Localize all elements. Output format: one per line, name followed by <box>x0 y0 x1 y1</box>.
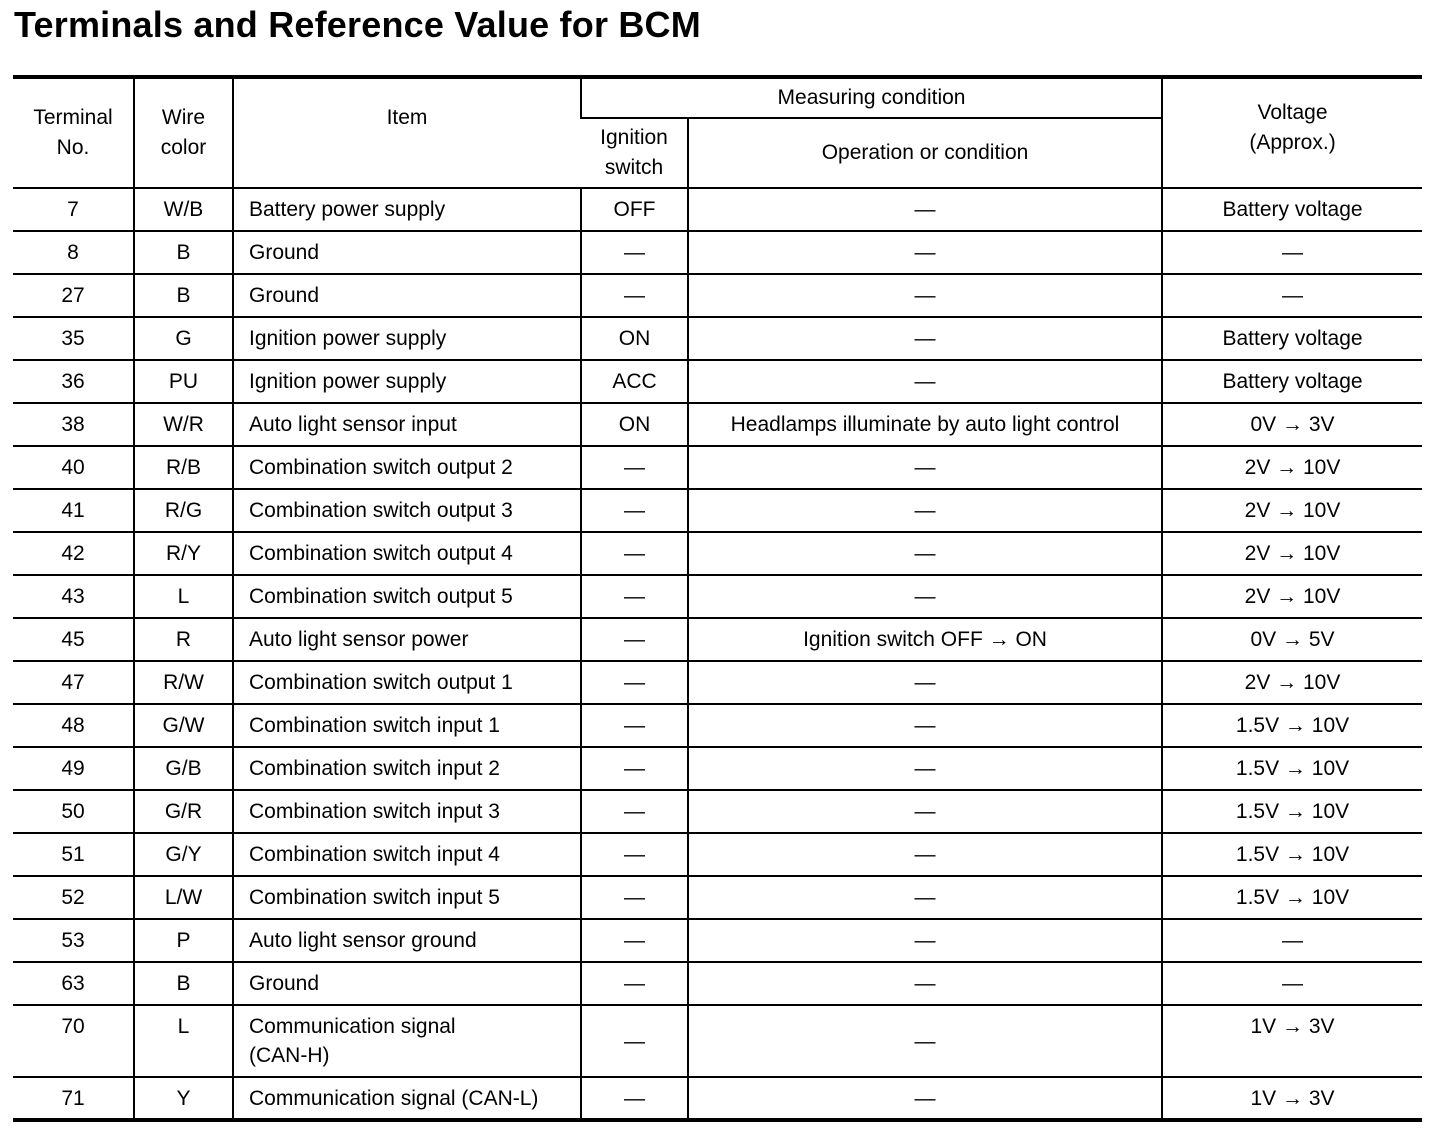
operation-condition-cell: — <box>688 1077 1162 1120</box>
voltage-cell: 2V → 10V <box>1162 489 1422 532</box>
table-row <box>13 489 1422 532</box>
terminal-no-cell: 51 <box>13 833 134 876</box>
voltage-cell: 1V → 3V <box>1162 1077 1422 1120</box>
ignition-switch-cell: — <box>581 661 688 704</box>
operation-condition-cell: — <box>688 360 1162 403</box>
table-row <box>13 962 1422 1005</box>
terminal-no-cell: 63 <box>13 962 134 1005</box>
operation-condition-cell: — <box>688 919 1162 962</box>
item-cell: Communication signal (CAN-L) <box>233 1077 581 1120</box>
operation-condition-cell: — <box>688 446 1162 489</box>
operation-condition-cell: — <box>688 661 1162 704</box>
wire-color-cell: R <box>134 618 233 661</box>
voltage-cell: 2V → 10V <box>1162 446 1422 489</box>
item-cell: Ignition power supply <box>233 360 581 403</box>
terminal-no-cell: 35 <box>13 317 134 360</box>
table-row <box>13 575 1422 618</box>
terminal-no-cell: 43 <box>13 575 134 618</box>
voltage-cell: 1V → 3V <box>1162 1005 1422 1077</box>
terminal-no-cell: 27 <box>13 274 134 317</box>
voltage-cell: 1.5V → 10V <box>1162 790 1422 833</box>
terminal-no-cell: 42 <box>13 532 134 575</box>
table-row <box>13 661 1422 704</box>
ignition-switch-cell: — <box>581 231 688 274</box>
terminal-no-cell: 45 <box>13 618 134 661</box>
terminal-no-cell: 36 <box>13 360 134 403</box>
header-ignition-switch: Ignition switch <box>581 118 688 188</box>
voltage-cell: 2V → 10V <box>1162 575 1422 618</box>
operation-condition-cell: — <box>688 962 1162 1005</box>
operation-condition-cell: — <box>688 489 1162 532</box>
item-cell: Communication signal (CAN-H) <box>233 1005 581 1077</box>
operation-condition-cell: — <box>688 231 1162 274</box>
page-title: Terminals and Reference Value for BCM <box>14 4 701 45</box>
table-row <box>13 274 1422 317</box>
table-row <box>13 446 1422 489</box>
header-voltage: Voltage (Approx.) <box>1162 77 1422 188</box>
wire-color-cell: L <box>134 575 233 618</box>
voltage-cell: — <box>1162 231 1422 274</box>
ignition-switch-cell: — <box>581 1005 688 1077</box>
header-operation-condition: Operation or condition <box>688 118 1162 188</box>
wire-color-cell: L <box>134 1005 233 1077</box>
wire-color-cell: R/B <box>134 446 233 489</box>
terminal-no-cell: 48 <box>13 704 134 747</box>
voltage-cell: Battery voltage <box>1162 188 1422 231</box>
wire-color-cell: B <box>134 231 233 274</box>
ignition-switch-cell: OFF <box>581 188 688 231</box>
ignition-switch-cell: — <box>581 833 688 876</box>
wire-color-cell: G/W <box>134 704 233 747</box>
item-cell: Combination switch input 5 <box>233 876 581 919</box>
terminal-no-cell: 71 <box>13 1077 134 1120</box>
voltage-cell: 1.5V → 10V <box>1162 747 1422 790</box>
wire-color-cell: B <box>134 962 233 1005</box>
wire-color-cell: G/B <box>134 747 233 790</box>
item-cell: Auto light sensor input <box>233 403 581 446</box>
voltage-cell: 0V → 3V <box>1162 403 1422 446</box>
wire-color-cell: R/Y <box>134 532 233 575</box>
table-row <box>13 704 1422 747</box>
ignition-switch-cell: — <box>581 790 688 833</box>
terminal-no-cell: 49 <box>13 747 134 790</box>
table-row <box>13 919 1422 962</box>
ignition-switch-cell: — <box>581 618 688 661</box>
terminal-no-cell: 70 <box>13 1005 134 1077</box>
table-row <box>13 790 1422 833</box>
operation-condition-cell: Headlamps illuminate by auto light control <box>688 403 1162 446</box>
voltage-cell: 1.5V → 10V <box>1162 876 1422 919</box>
operation-condition-cell: Ignition switch OFF → ON <box>688 618 1162 661</box>
wire-color-cell: R/W <box>134 661 233 704</box>
item-cell: Combination switch output 3 <box>233 489 581 532</box>
wire-color-cell: L/W <box>134 876 233 919</box>
wire-color-cell: B <box>134 274 233 317</box>
header-item: Item <box>233 77 581 188</box>
item-cell: Ground <box>233 231 581 274</box>
item-cell: Combination switch output 2 <box>233 446 581 489</box>
wire-color-cell: G/Y <box>134 833 233 876</box>
terminal-no-cell: 41 <box>13 489 134 532</box>
header-terminal-no: Terminal No. <box>33 106 113 159</box>
table-row <box>13 618 1422 661</box>
wire-color-cell: G/R <box>134 790 233 833</box>
operation-condition-cell: — <box>688 790 1162 833</box>
voltage-cell: 2V → 10V <box>1162 661 1422 704</box>
item-cell: Combination switch input 2 <box>233 747 581 790</box>
terminal-no-cell: 47 <box>13 661 134 704</box>
voltage-cell: Battery voltage <box>1162 360 1422 403</box>
wire-color-cell: R/G <box>134 489 233 532</box>
terminal-no-cell: 50 <box>13 790 134 833</box>
wire-color-cell: W/R <box>134 403 233 446</box>
terminal-no-cell: 53 <box>13 919 134 962</box>
terminal-no-cell: 38 <box>13 403 134 446</box>
voltage-cell: 0V → 5V <box>1162 618 1422 661</box>
operation-condition-cell: — <box>688 833 1162 876</box>
wire-color-cell: P <box>134 919 233 962</box>
item-cell: Combination switch output 5 <box>233 575 581 618</box>
table-row <box>13 317 1422 360</box>
ignition-switch-cell: — <box>581 962 688 1005</box>
terminal-no-cell: 7 <box>13 188 134 231</box>
voltage-cell: — <box>1162 919 1422 962</box>
ignition-switch-cell: — <box>581 489 688 532</box>
table-row <box>13 876 1422 919</box>
voltage-cell: Battery voltage <box>1162 317 1422 360</box>
item-cell: Auto light sensor power <box>233 618 581 661</box>
bcm-terminal-table <box>13 75 1422 1122</box>
voltage-cell: 2V → 10V <box>1162 532 1422 575</box>
operation-condition-cell: — <box>688 274 1162 317</box>
voltage-cell: — <box>1162 274 1422 317</box>
table-row <box>13 833 1422 876</box>
voltage-cell: — <box>1162 962 1422 1005</box>
operation-condition-cell: — <box>688 575 1162 618</box>
operation-condition-cell: — <box>688 704 1162 747</box>
item-cell: Combination switch input 4 <box>233 833 581 876</box>
voltage-cell: 1.5V → 10V <box>1162 704 1422 747</box>
table-row <box>13 403 1422 446</box>
ignition-switch-cell: — <box>581 446 688 489</box>
ignition-switch-cell: ON <box>581 317 688 360</box>
item-cell: Battery power supply <box>233 188 581 231</box>
table-row <box>13 747 1422 790</box>
ignition-switch-cell: — <box>581 747 688 790</box>
item-cell: Ignition power supply <box>233 317 581 360</box>
operation-condition-cell: — <box>688 1005 1162 1077</box>
voltage-cell: 1.5V → 10V <box>1162 833 1422 876</box>
ignition-switch-cell: ON <box>581 403 688 446</box>
operation-condition-cell: — <box>688 188 1162 231</box>
ignition-switch-cell: — <box>581 919 688 962</box>
table-row <box>13 1077 1422 1120</box>
table-row <box>13 532 1422 575</box>
wire-color-cell: W/B <box>134 188 233 231</box>
item-cell: Combination switch input 1 <box>233 704 581 747</box>
terminal-no-cell: 52 <box>13 876 134 919</box>
header-measuring-condition: Measuring condition <box>581 77 1162 118</box>
ignition-switch-cell: ACC <box>581 360 688 403</box>
ignition-switch-cell: — <box>581 532 688 575</box>
terminal-no-cell: 40 <box>13 446 134 489</box>
table-row <box>13 1005 1422 1077</box>
operation-condition-cell: — <box>688 317 1162 360</box>
wire-color-cell: G <box>134 317 233 360</box>
ignition-switch-cell: — <box>581 704 688 747</box>
operation-condition-cell: — <box>688 876 1162 919</box>
item-cell: Ground <box>233 274 581 317</box>
terminal-no-cell: 8 <box>13 231 134 274</box>
operation-condition-cell: — <box>688 747 1162 790</box>
ignition-switch-cell: — <box>581 575 688 618</box>
item-cell: Combination switch output 4 <box>233 532 581 575</box>
ignition-switch-cell: — <box>581 876 688 919</box>
wire-color-cell: PU <box>134 360 233 403</box>
ignition-switch-cell: — <box>581 274 688 317</box>
table-row <box>13 231 1422 274</box>
item-cell: Combination switch output 1 <box>233 661 581 704</box>
table-row <box>13 360 1422 403</box>
table-row <box>13 188 1422 231</box>
header-wire-color: Wire color <box>134 77 233 188</box>
wire-color-cell: Y <box>134 1077 233 1120</box>
ignition-switch-cell: — <box>581 1077 688 1120</box>
item-cell: Combination switch input 3 <box>233 790 581 833</box>
item-cell: Ground <box>233 962 581 1005</box>
operation-condition-cell: — <box>688 532 1162 575</box>
item-cell: Auto light sensor ground <box>233 919 581 962</box>
